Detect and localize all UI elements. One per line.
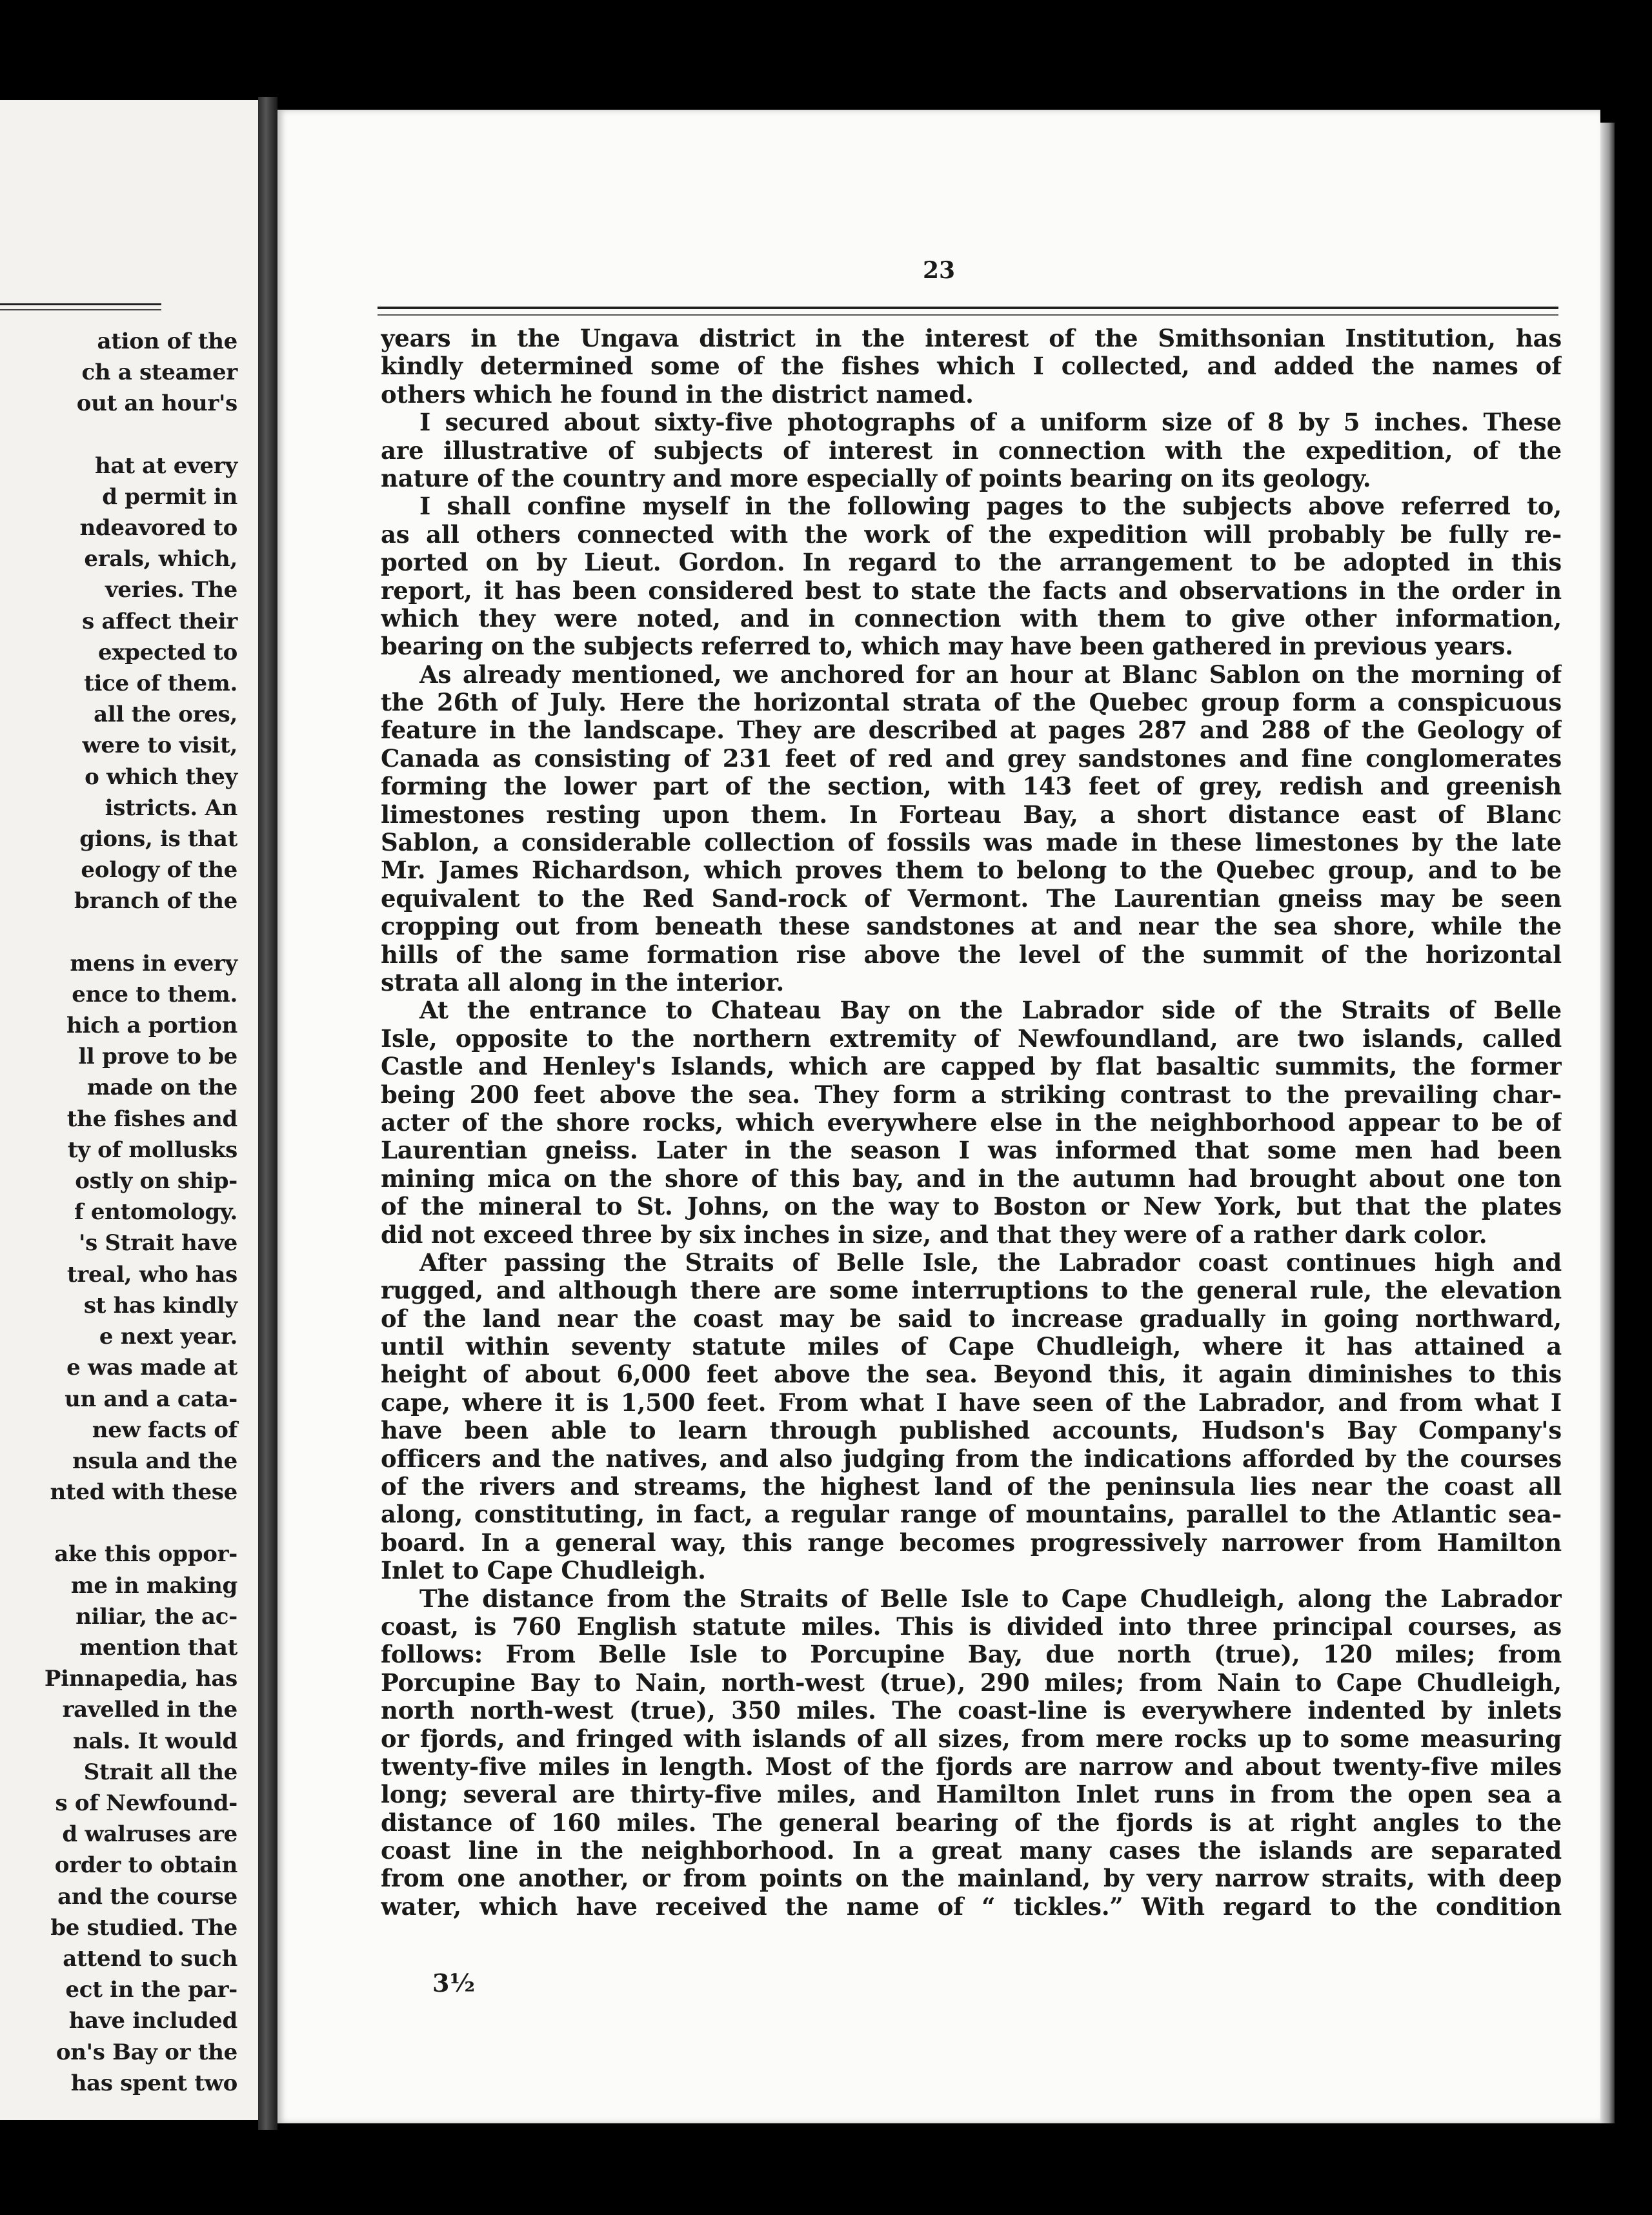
text-line: hills of the same formation rise above the level of the summit of the horizontal bbox=[381, 940, 1562, 969]
text-line: Castle and Henley's Islands, which are capped by flat basaltic summits, the former bbox=[381, 1053, 1562, 1081]
text-line: have been able to learn through published accounts, Hudson's Bay Company's bbox=[381, 1417, 1562, 1445]
left-text-line: un and a cata- bbox=[65, 1386, 237, 1412]
left-text-line: order to obtain bbox=[54, 1852, 237, 1879]
text-line: being 200 feet above the sea. They form a striking contrast to the prevailing char- bbox=[381, 1080, 1562, 1109]
text-line: twenty-five miles in length. Most of the fjords are narrow and about twenty-five miles bbox=[381, 1752, 1562, 1781]
left-text-line: have included bbox=[68, 2008, 237, 2034]
left-page-text bbox=[5, 326, 237, 2099]
left-text-line: were to visit, bbox=[82, 733, 237, 759]
text-line: follows: From Belle Isle to Porcupine Bay, due north (true), 120 miles; from bbox=[381, 1641, 1562, 1669]
left-text-line: erals, which, bbox=[84, 546, 237, 572]
left-text-line: ndeavored to bbox=[79, 515, 237, 541]
text-line: coast, is 760 English statute miles. This is divided into three principal courses, as bbox=[381, 1612, 1562, 1641]
left-header-rule bbox=[0, 303, 161, 310]
text-line: officers and the natives, and also judging from the indications afforded by the courses bbox=[381, 1444, 1562, 1473]
left-text-line: ake this oppor- bbox=[54, 1541, 237, 1568]
left-text-line: me in making bbox=[70, 1572, 237, 1599]
left-text-line: ence to them. bbox=[72, 981, 237, 1007]
text-line: years in the Ungava district in the interest of the Smithsonian Institution, has bbox=[381, 325, 1562, 352]
left-text-line: gions, is that bbox=[79, 826, 237, 853]
text-line: the 26th of July. Here the horizontal strata of the Quebec group form a conspicuous bbox=[381, 689, 1562, 717]
left-text-line: all the ores, bbox=[94, 702, 237, 728]
signature-mark: 3½ bbox=[432, 1968, 476, 1998]
text-line: I secured about sixty-five photographs of a uniform size of 8 by 5 inches. These bbox=[419, 409, 1562, 437]
text-line: Inlet to Cape Chudleigh. bbox=[381, 1557, 706, 1585]
text-line: water, which have received the name of “ tickles.” With regard to the condition bbox=[381, 1892, 1562, 1921]
left-text-line: o which they bbox=[85, 764, 237, 790]
text-line: feature in the landscape. They are described at pages 287 and 288 of the Geology of bbox=[381, 716, 1562, 745]
page-number: 23 bbox=[922, 257, 956, 284]
text-line: The distance from the Straits of Belle Isle to Cape Chudleigh, along the Labrador bbox=[419, 1584, 1562, 1613]
text-line: Canada as consisting of 231 feet of red and grey sandstones and fine conglomerates bbox=[381, 744, 1562, 773]
text-line: board. In a general way, this range becomes progressively narrower from Hamilton bbox=[381, 1528, 1562, 1557]
text-line: from one another, or from points on the mainland, by very narrow straits, with deep bbox=[381, 1865, 1562, 1893]
text-line: I shall confine myself in the following pages to the subjects above referred to, bbox=[419, 492, 1562, 521]
text-line: coast line in the neighborhood. In a great many cases the islands are separated bbox=[381, 1837, 1562, 1865]
left-text-line: niliar, the ac- bbox=[76, 1603, 237, 1630]
left-text-line: be studied. The bbox=[50, 1914, 237, 1941]
text-line: or fjords, and fringed with islands of all sizes, from mere rocks up to some measuring bbox=[381, 1724, 1562, 1753]
left-text-line: istricts. An bbox=[105, 794, 237, 821]
text-line: height of about 6,000 feet above the sea. Beyond this, it again diminishes to this bbox=[381, 1360, 1562, 1389]
left-text-line: hat at every bbox=[95, 452, 237, 479]
left-text-line: and the course bbox=[57, 1883, 237, 1910]
left-page bbox=[0, 100, 258, 2120]
left-text-line: st has kindly bbox=[83, 1292, 237, 1319]
left-text-line: ch a steamer bbox=[81, 359, 237, 386]
left-text-line: treal, who has bbox=[66, 1261, 237, 1288]
text-line: Porcupine Bay to Nain, north-west (true), 290 miles; from Nain to Cape Chudleigh, bbox=[381, 1668, 1562, 1697]
text-line: of the rivers and streams, the highest land of the peninsula lies near the coast all bbox=[381, 1473, 1562, 1501]
left-text-line: the fishes and bbox=[66, 1106, 237, 1132]
left-text-line: ostly on ship- bbox=[75, 1168, 237, 1195]
text-line: At the entrance to Chateau Bay on the Labrador side of the Straits of Belle bbox=[419, 996, 1562, 1025]
text-line: kindly determined some of the fishes which I collected, and added the names of bbox=[381, 352, 1562, 381]
left-text-line: ation of the bbox=[97, 329, 237, 354]
left-text-line: mention that bbox=[79, 1634, 237, 1661]
text-line: mining mica on the shore of this bay, and in the autumn had brought about one ton bbox=[381, 1164, 1562, 1193]
left-text-line: d permit in bbox=[102, 483, 237, 510]
text-line: which they were noted, and in connection with them to give other information, bbox=[381, 604, 1562, 632]
left-text-line: mens in every bbox=[70, 950, 237, 976]
left-text-line: new facts of bbox=[92, 1417, 237, 1443]
text-line: did not exceed three by six inches in size, and that they were of a rather dark color. bbox=[381, 1220, 1487, 1249]
text-line: ported on by Lieut. Gordon. In regard to the arrangement to be adopted in this bbox=[381, 549, 1562, 577]
left-text-line: s affect their bbox=[82, 608, 237, 634]
page-edge bbox=[1600, 123, 1615, 2123]
left-text-line: nsula and the bbox=[72, 1448, 237, 1474]
left-text-line: tice of them. bbox=[84, 671, 237, 697]
left-text-line: e next year. bbox=[99, 1324, 237, 1350]
text-line: limestones resting upon them. In Forteau Bay, a short distance east of Blanc bbox=[381, 800, 1562, 829]
text-line: forming the lower part of the section, with 143 feet of grey, redish and greenish bbox=[381, 773, 1562, 801]
left-text-line: branch of the bbox=[74, 888, 237, 915]
text-line: cape, where it is 1,500 feet. From what I have seen of the Labrador, and from what I bbox=[381, 1388, 1562, 1417]
text-line: Sablon, a considerable collection of fossils was made in these limestones by the late bbox=[381, 829, 1562, 857]
text-line: strata all along in the interior. bbox=[381, 968, 785, 996]
left-text-line: has spent two bbox=[70, 2070, 237, 2096]
text-line: distance of 160 miles. The general bearing of the fjords is at right angles to the bbox=[381, 1808, 1562, 1837]
left-text-line: made on the bbox=[86, 1075, 237, 1101]
left-line-gap bbox=[5, 917, 237, 948]
text-line: acter of the shore rocks, which everywhere else in the neighborhood appear to be of bbox=[381, 1108, 1562, 1137]
text-line: cropping out from beneath these sandstones at and near the sea shore, while the bbox=[381, 913, 1562, 941]
left-text-line: e was made at bbox=[66, 1355, 237, 1381]
text-line: equivalent to the Red Sand-rock of Vermont. The Laurentian gneiss may be seen bbox=[381, 884, 1562, 913]
left-text-line: Strait all the bbox=[83, 1759, 237, 1785]
text-line: others which he found in the district named. bbox=[381, 380, 974, 409]
left-text-line: nals. It would bbox=[72, 1728, 237, 1754]
text-line: north north-west (true), 350 miles. The coast-line is everywhere indented by inlets bbox=[381, 1697, 1562, 1725]
text-line: of the land near the coast may be said to increase gradually in going northward, bbox=[381, 1304, 1562, 1333]
text-line: of the mineral to St. Johns, on the way to Boston or New York, but that the plates bbox=[381, 1193, 1562, 1221]
text-line: until within seventy statute miles of Cape Chudleigh, where it has attained a bbox=[381, 1333, 1562, 1361]
left-text-line: hich a portion bbox=[66, 1013, 237, 1039]
left-text-line: Pinnapedia, has bbox=[44, 1666, 237, 1692]
left-text-line: d walruses are bbox=[62, 1821, 237, 1848]
left-text-line: f entomology. bbox=[74, 1199, 237, 1226]
text-line: as all others connected with the work of the expedition will probably be fully re- bbox=[381, 520, 1562, 549]
text-line: long; several are thirty-five miles, and Hamilton Inlet runs in from the open sea a bbox=[381, 1781, 1562, 1809]
text-line: report, it has been considered best to state the facts and observations in the order in bbox=[381, 576, 1562, 605]
book-gutter bbox=[258, 97, 277, 2130]
right-page bbox=[277, 110, 1600, 2123]
left-line-gap bbox=[5, 420, 237, 450]
left-text-line: 's Strait have bbox=[79, 1230, 237, 1257]
left-text-line: out an hour's bbox=[76, 390, 237, 417]
text-line: are illustrative of subjects of interest in connection with the expedition, of the bbox=[381, 436, 1562, 465]
left-text-line: eology of the bbox=[81, 857, 237, 884]
left-text-line: ravelled in the bbox=[62, 1697, 237, 1723]
text-line: nature of the country and more especially of points bearing on its geology. bbox=[381, 464, 1371, 492]
text-line: Isle, opposite to the northern extremity of Newfoundland, are two islands, called bbox=[381, 1024, 1562, 1053]
text-line: rugged, and although there are some interruptions to the general rule, the elevation bbox=[381, 1277, 1562, 1305]
left-text-line: ty of mollusks bbox=[67, 1137, 237, 1163]
left-text-line: nted with these bbox=[50, 1479, 237, 1506]
left-text-line: veries. The bbox=[105, 577, 237, 603]
left-line-gap bbox=[5, 1508, 237, 1539]
body-text bbox=[381, 325, 1562, 1921]
left-text-line: ect in the par- bbox=[65, 1977, 237, 2003]
header-rule bbox=[378, 307, 1558, 316]
left-text-line: s of Newfound- bbox=[55, 1790, 237, 1816]
left-text-line: on's Bay or the bbox=[55, 2039, 237, 2065]
text-line: Laurentian gneiss. Later in the season I was informed that some men had been bbox=[381, 1137, 1562, 1165]
text-line: Mr. James Richardson, which proves them to belong to the Quebec group, and to be bbox=[381, 856, 1562, 885]
text-line: After passing the Straits of Belle Isle, the Labrador coast continues high and bbox=[419, 1248, 1562, 1277]
text-line: As already mentioned, we anchored for an hour at Blanc Sablon on the morning of bbox=[419, 660, 1562, 689]
left-text-line: expected to bbox=[97, 639, 237, 665]
text-line: bearing on the subjects referred to, which may have been gathered in previous years. bbox=[381, 632, 1513, 661]
text-line: along, constituting, in fact, a regular range of mountains, parallel to the Atlantic sea- bbox=[381, 1501, 1562, 1529]
left-text-line: ll prove to be bbox=[78, 1044, 237, 1070]
left-text-line: attend to such bbox=[63, 1945, 237, 1972]
